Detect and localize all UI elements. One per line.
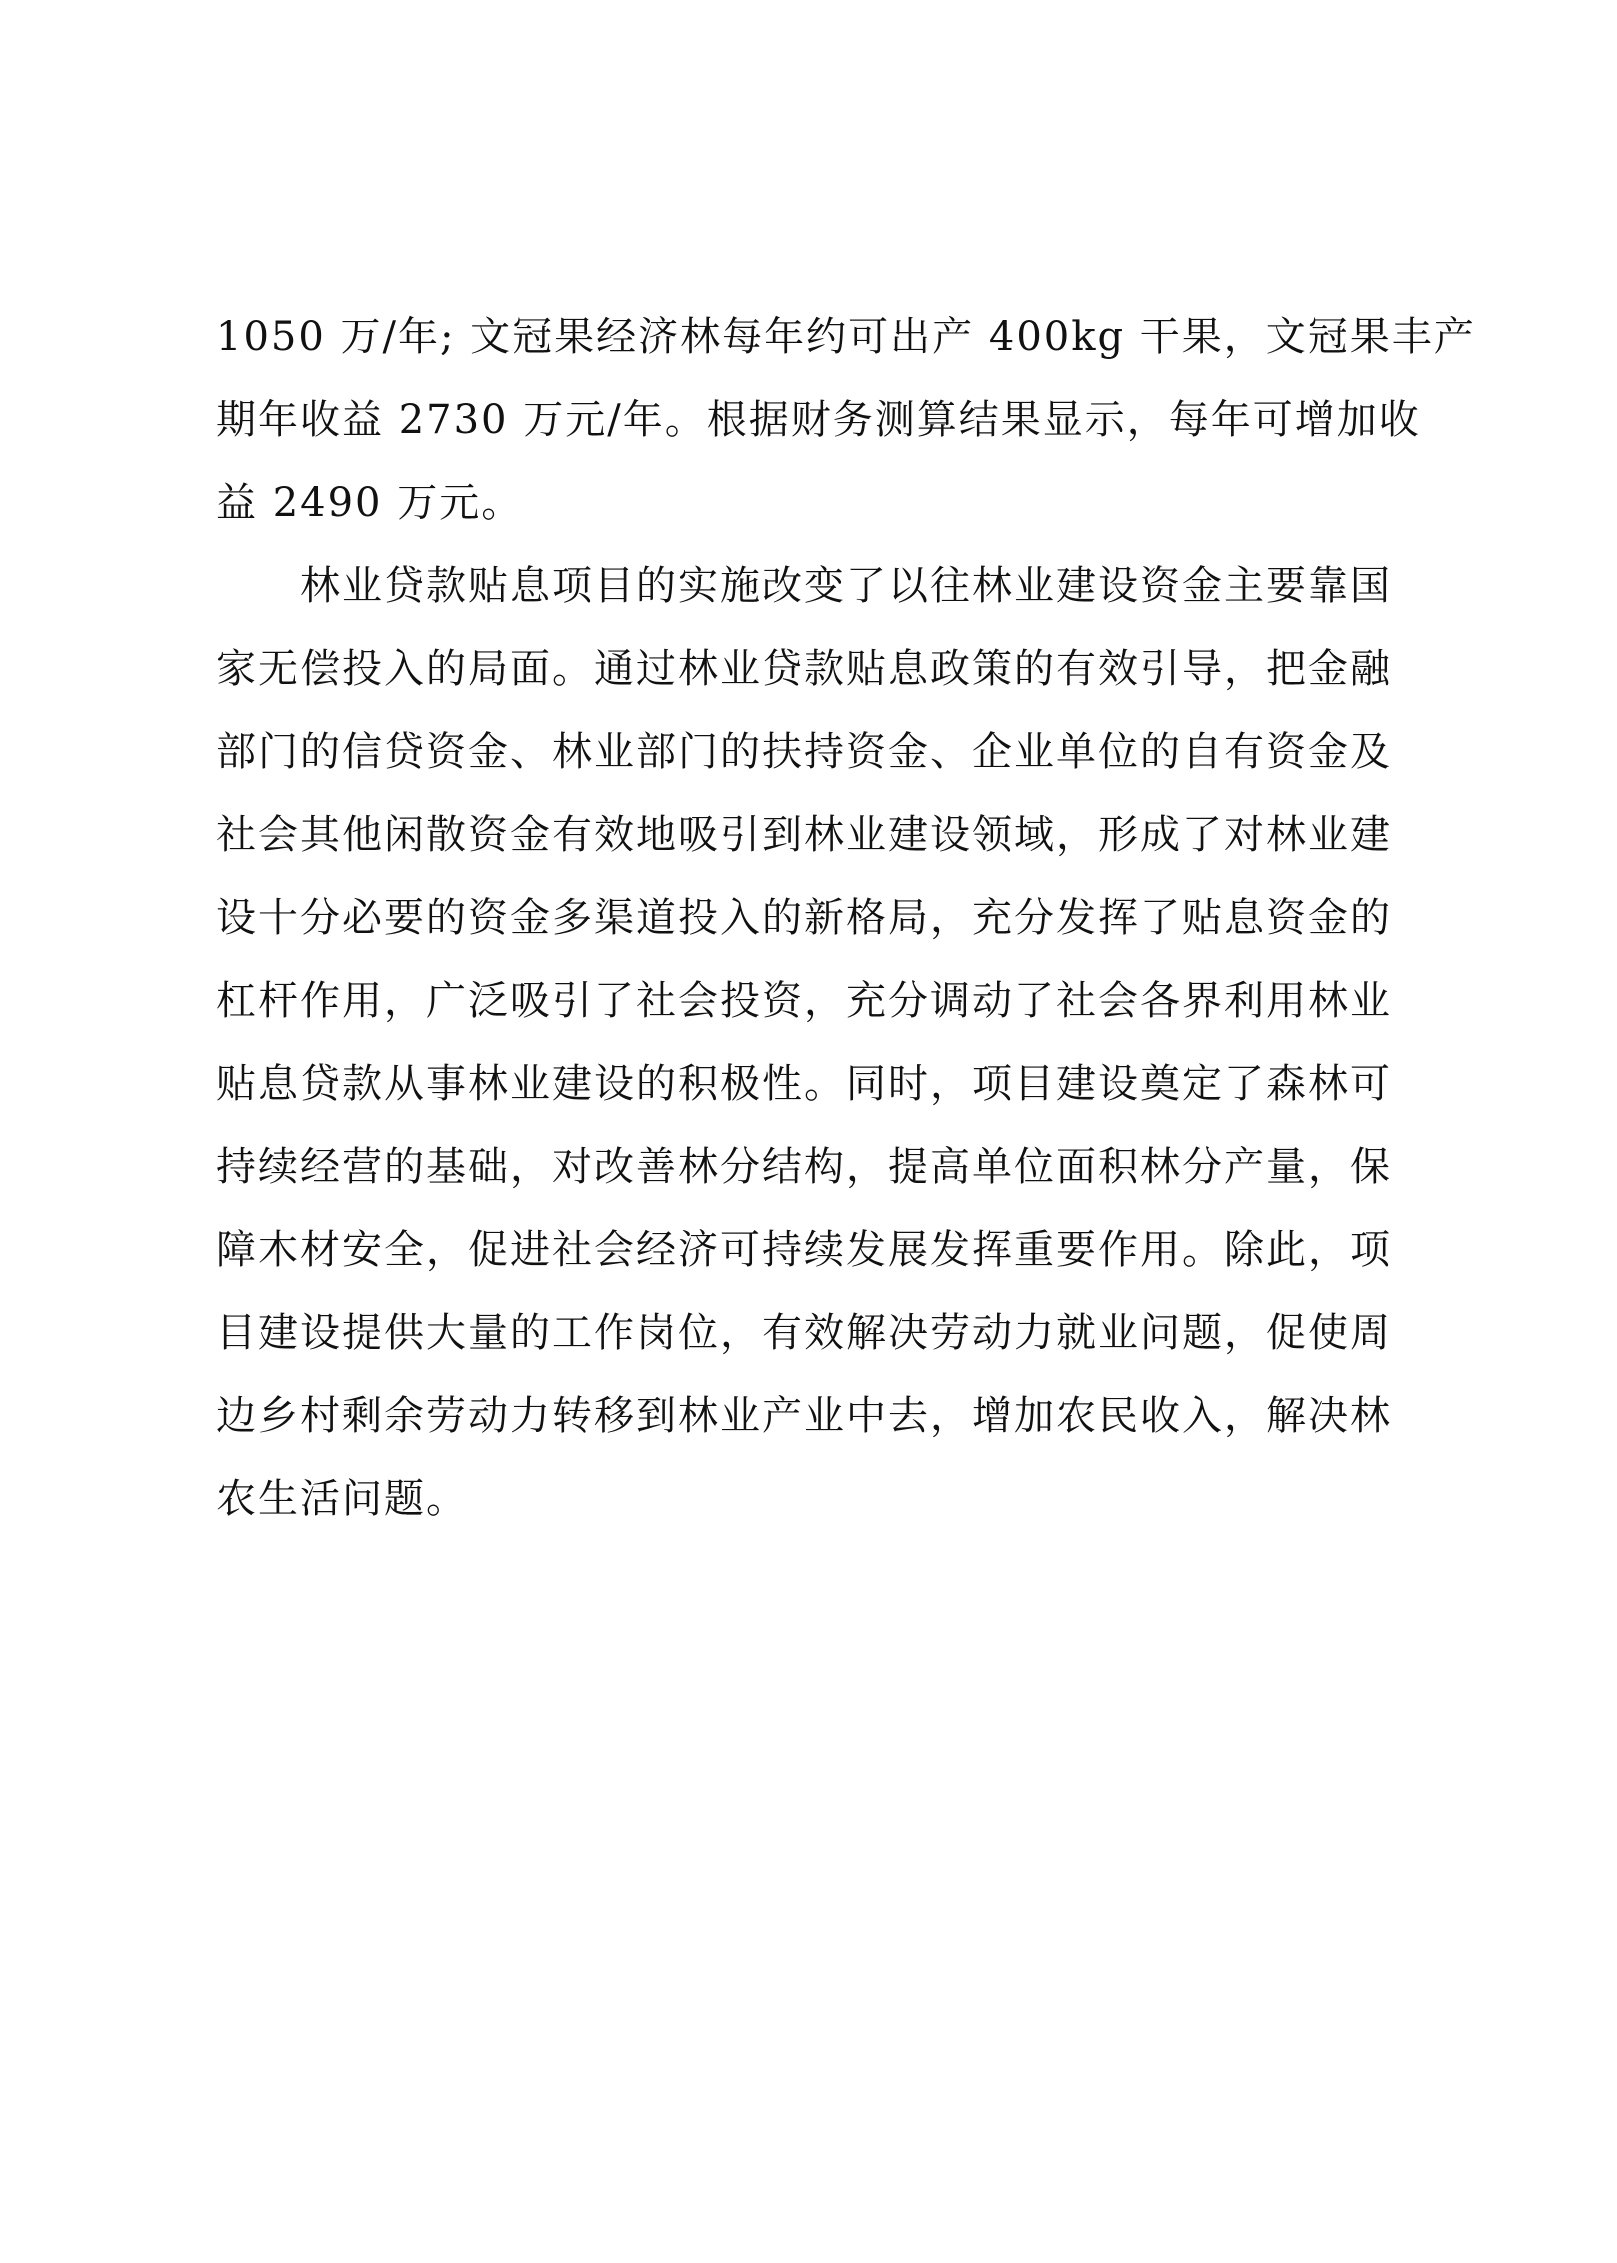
text-line: 贴息贷款从事林业建设的积极性。同时，项目建设奠定了森林可 (216, 1061, 1392, 1107)
text-line: 持续经营的基础，对改善林分结构，提高单位面积林分产量，保 (216, 1144, 1392, 1190)
paragraph-financial-results (216, 296, 1476, 545)
text-line: 设十分必要的资金多渠道投入的新格局，充分发挥了贴息资金的 (216, 895, 1392, 941)
text-line: 农生活问题。 (216, 1476, 468, 1522)
text-line: 家无偿投入的局面。通过林业贷款贴息政策的有效引导，把金融 (216, 646, 1392, 692)
text-line: 1050 万/年; 文冠果经济林每年约可出产 400kg 干果，文冠果丰产 (216, 314, 1476, 360)
text-line: 部门的信贷资金、林业部门的扶持资金、企业单位的自有资金及 (216, 729, 1392, 775)
text-line: 社会其他闲散资金有效地吸引到林业建设领域，形成了对林业建 (216, 812, 1392, 858)
text-line: 益 2490 万元。 (216, 480, 524, 526)
text-line: 障木材安全，促进社会经济可持续发展发挥重要作用。除此，项 (216, 1227, 1392, 1273)
text-line: 目建设提供大量的工作岗位，有效解决劳动力就业问题，促使周 (216, 1310, 1392, 1356)
text-line: 期年收益 2730 万元/年。根据财务测算结果显示，每年可增加收 (216, 397, 1421, 443)
text-line: 边乡村剩余劳动力转移到林业产业中去，增加农民收入，解决林 (216, 1393, 1392, 1439)
document-body (216, 296, 1476, 1541)
paragraph-project-impact (216, 545, 1421, 1541)
text-line: 林业贷款贴息项目的实施改变了以往林业建设资金主要靠国 (300, 563, 1392, 609)
text-line: 杠杆作用，广泛吸引了社会投资，充分调动了社会各界利用林业 (216, 978, 1392, 1024)
